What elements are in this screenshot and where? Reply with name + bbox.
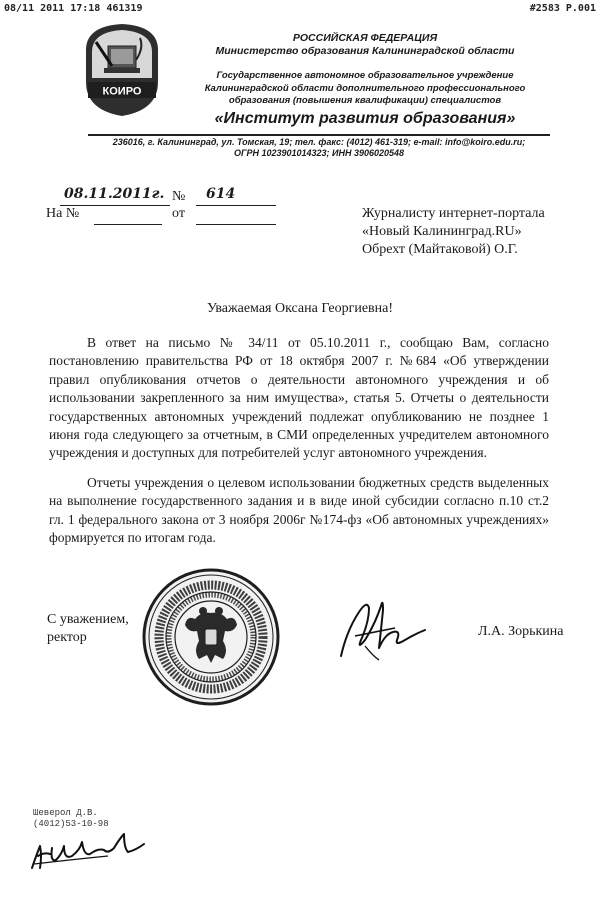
fax-header-right: #2583 P.001 bbox=[529, 3, 596, 14]
fax-header-left: 08/11 2011 17:18 461319 bbox=[4, 3, 143, 14]
header-ministry: Министерство образования Калининградской области bbox=[215, 45, 515, 57]
header-institution-line-2: Калининградской области дополнительного профессионального bbox=[204, 82, 526, 94]
body-paragraph-2 bbox=[49, 474, 549, 548]
reference-number-label: На № bbox=[46, 206, 80, 221]
salutation: Уважаемая Оксана Георгиевна! bbox=[206, 301, 394, 316]
closing-regards: С уважением, bbox=[47, 612, 129, 627]
recipient-line-3: Обрехт (Майтаковой) О.Г. bbox=[362, 242, 518, 257]
header-divider bbox=[88, 134, 550, 136]
letter-number: 614 bbox=[206, 186, 236, 202]
closing-block bbox=[47, 611, 129, 647]
recipient-block bbox=[362, 205, 545, 259]
header-country: РОССИЙСКАЯ ФЕДЕРАЦИЯ bbox=[292, 32, 438, 44]
executor-name: Шеверол Д.В. bbox=[33, 808, 98, 818]
rector-signature bbox=[335, 590, 430, 665]
header-institution-line-1: Государственное автономное образовательное учреждение bbox=[216, 70, 514, 81]
body-paragraph-1-text: В ответ на письмо № 34/11 от 05.10.2011 г., сообщаю Вам, согласно постановлению правительства РФ от 18 октября 2007 г. №684 «Об утверждении правил опубликования отчетов о деятельности автономного учреждения и об использовании закрепленного за ним имущества», статья 5. Отчеты о деятельности государственных автономных учреждений подлежат опубликованию не позднее 1 июня года следующего за отчетным, в СМИ определенных учредителем автономного учреждения и доступных для потребителей услуг автономного учреждения. bbox=[49, 335, 549, 461]
executor-phone: (4012)53-10-98 bbox=[33, 819, 109, 829]
header-address: 236016, г. Калининград, ул. Томская, 19; тел. факс: (4012) 461-319; e-mail: info@koiro.edu.ru; bbox=[112, 137, 526, 147]
official-seal-stamp bbox=[141, 567, 281, 707]
recipient-line-1: Журналисту интернет-портала bbox=[362, 206, 545, 221]
body-paragraph-1 bbox=[49, 334, 549, 463]
number-label: № bbox=[172, 189, 186, 204]
header-registration: ОГРН 1023901014323; ИНН 3906020548 bbox=[233, 148, 405, 158]
reference-number-underline bbox=[94, 224, 162, 225]
executor-signature bbox=[28, 826, 158, 876]
reference-date-underline bbox=[196, 224, 276, 225]
body-paragraph-2-text: Отчеты учреждения о целевом использовании бюджетных средств выделенных на выполнение государственного задания и в виде иной субсидии согласно п.10 ст.2 гл. 1 федерального закона от 3 ноября 2006г №174-фз «Об автономных учреждениях» формируется по итогам года. bbox=[49, 475, 549, 546]
recipient-line-2: «Новый Калининград.RU» bbox=[362, 224, 522, 239]
number-underline bbox=[196, 205, 276, 206]
header-institute-name: «Институт развития образования» bbox=[214, 110, 516, 127]
header-institution-line-3: образования (повышения квалификации) специалистов bbox=[228, 95, 502, 106]
koiro-logo bbox=[78, 20, 166, 120]
header-institution bbox=[175, 70, 555, 108]
closing-position: ректор bbox=[47, 630, 87, 645]
signer-name: Л.А. Зорькина bbox=[478, 624, 564, 639]
logo-text: КОИРО bbox=[102, 85, 142, 98]
reference-date-label: от bbox=[172, 206, 185, 221]
letter-date: 08.11.2011г. bbox=[64, 186, 165, 202]
